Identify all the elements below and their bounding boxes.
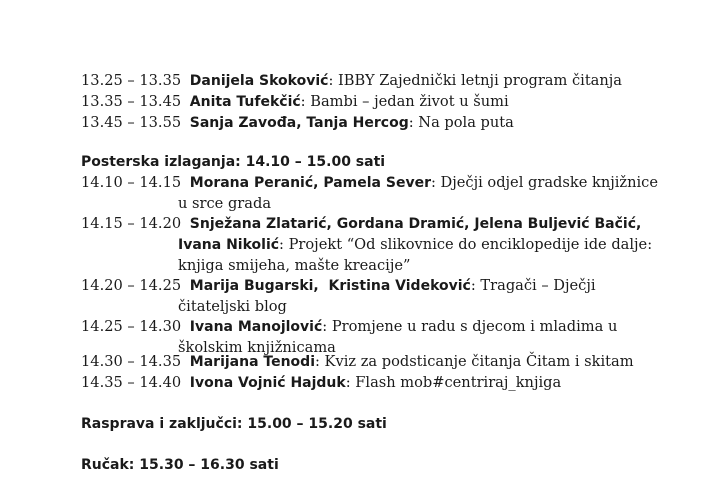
section-heading-discussion: Rasprava i zaključci: 15.00 – 15.20 sati <box>81 416 387 432</box>
talk-title: : Bambi – jedan život u šumi <box>300 93 509 110</box>
speaker-names: Ivona Vojnić Hajduk <box>189 375 346 391</box>
talk-title: : Na pola puta <box>408 114 514 131</box>
talk-title: : Flash mob#centriraj_knjiga <box>345 374 562 391</box>
talk-title-continued: čitateljski blog <box>178 298 287 315</box>
time-slot: 14.35 – 14.40 <box>81 374 182 391</box>
time-slot: 14.30 – 14.35 <box>81 353 182 370</box>
schedule-row-continued <box>178 235 652 255</box>
schedule-row <box>81 352 634 372</box>
speaker-names: Danijela Skoković <box>189 73 329 89</box>
speaker-names: Sanja Zavođa, Tanja Hercog <box>189 115 409 131</box>
time-slot: 14.20 – 14.25 <box>81 277 182 294</box>
talk-title: : Promjene u radu s djecom i mladima u <box>322 318 618 335</box>
schedule-row <box>81 173 658 193</box>
talk-title: : Projekt “Od slikovnice do enciklopedije ide dalje: <box>279 236 653 253</box>
speaker-names: Marijana Tenodi <box>189 354 315 370</box>
section-heading-lunch: Ručak: 15.30 – 16.30 sati <box>81 457 279 473</box>
talk-title: : IBBY Zajednički letnji program čitanja <box>328 72 623 89</box>
section-heading-posters: Posterska izlaganja: 14.10 – 15.00 sati <box>81 154 386 170</box>
schedule-row <box>81 214 641 234</box>
schedule-row <box>81 373 561 393</box>
speaker-names: Marija Bugarski, Kristina Videković <box>189 278 471 294</box>
time-slot: 13.35 – 13.45 <box>81 93 182 110</box>
speaker-names: Ivana Manojlović <box>189 319 323 335</box>
speaker-names: Ivana Nikolić <box>178 237 280 253</box>
time-slot: 14.15 – 14.20 <box>81 215 182 232</box>
talk-title: : Tragači – Dječji <box>470 277 596 294</box>
schedule-row <box>81 92 509 112</box>
schedule-row <box>81 317 617 337</box>
speaker-names: Morana Peranić, Pamela Sever <box>189 175 431 191</box>
speaker-names: Anita Tufekčić <box>189 94 301 110</box>
talk-title-continued: školskim knjižnicama <box>178 339 336 356</box>
schedule-row <box>81 71 622 91</box>
talk-title: : Kviz za podsticanje čitanja Čitam i skitam <box>315 353 634 370</box>
schedule-row <box>81 113 514 133</box>
talk-title: : Dječji odjel gradske knjižnice <box>430 174 658 191</box>
talk-title-continued: knjiga smijeha, mašte kreacije” <box>178 257 411 274</box>
time-slot: 14.25 – 14.30 <box>81 318 182 335</box>
time-slot: 13.25 – 13.35 <box>81 72 182 89</box>
talk-title-continued: u srce grada <box>178 195 272 212</box>
time-slot: 13.45 – 13.55 <box>81 114 182 131</box>
schedule-row <box>81 276 596 296</box>
time-slot: 14.10 – 14.15 <box>81 174 182 191</box>
speaker-names: Snježana Zlatarić, Gordana Dramić, Jelena Buljević Bačić, <box>189 216 642 232</box>
